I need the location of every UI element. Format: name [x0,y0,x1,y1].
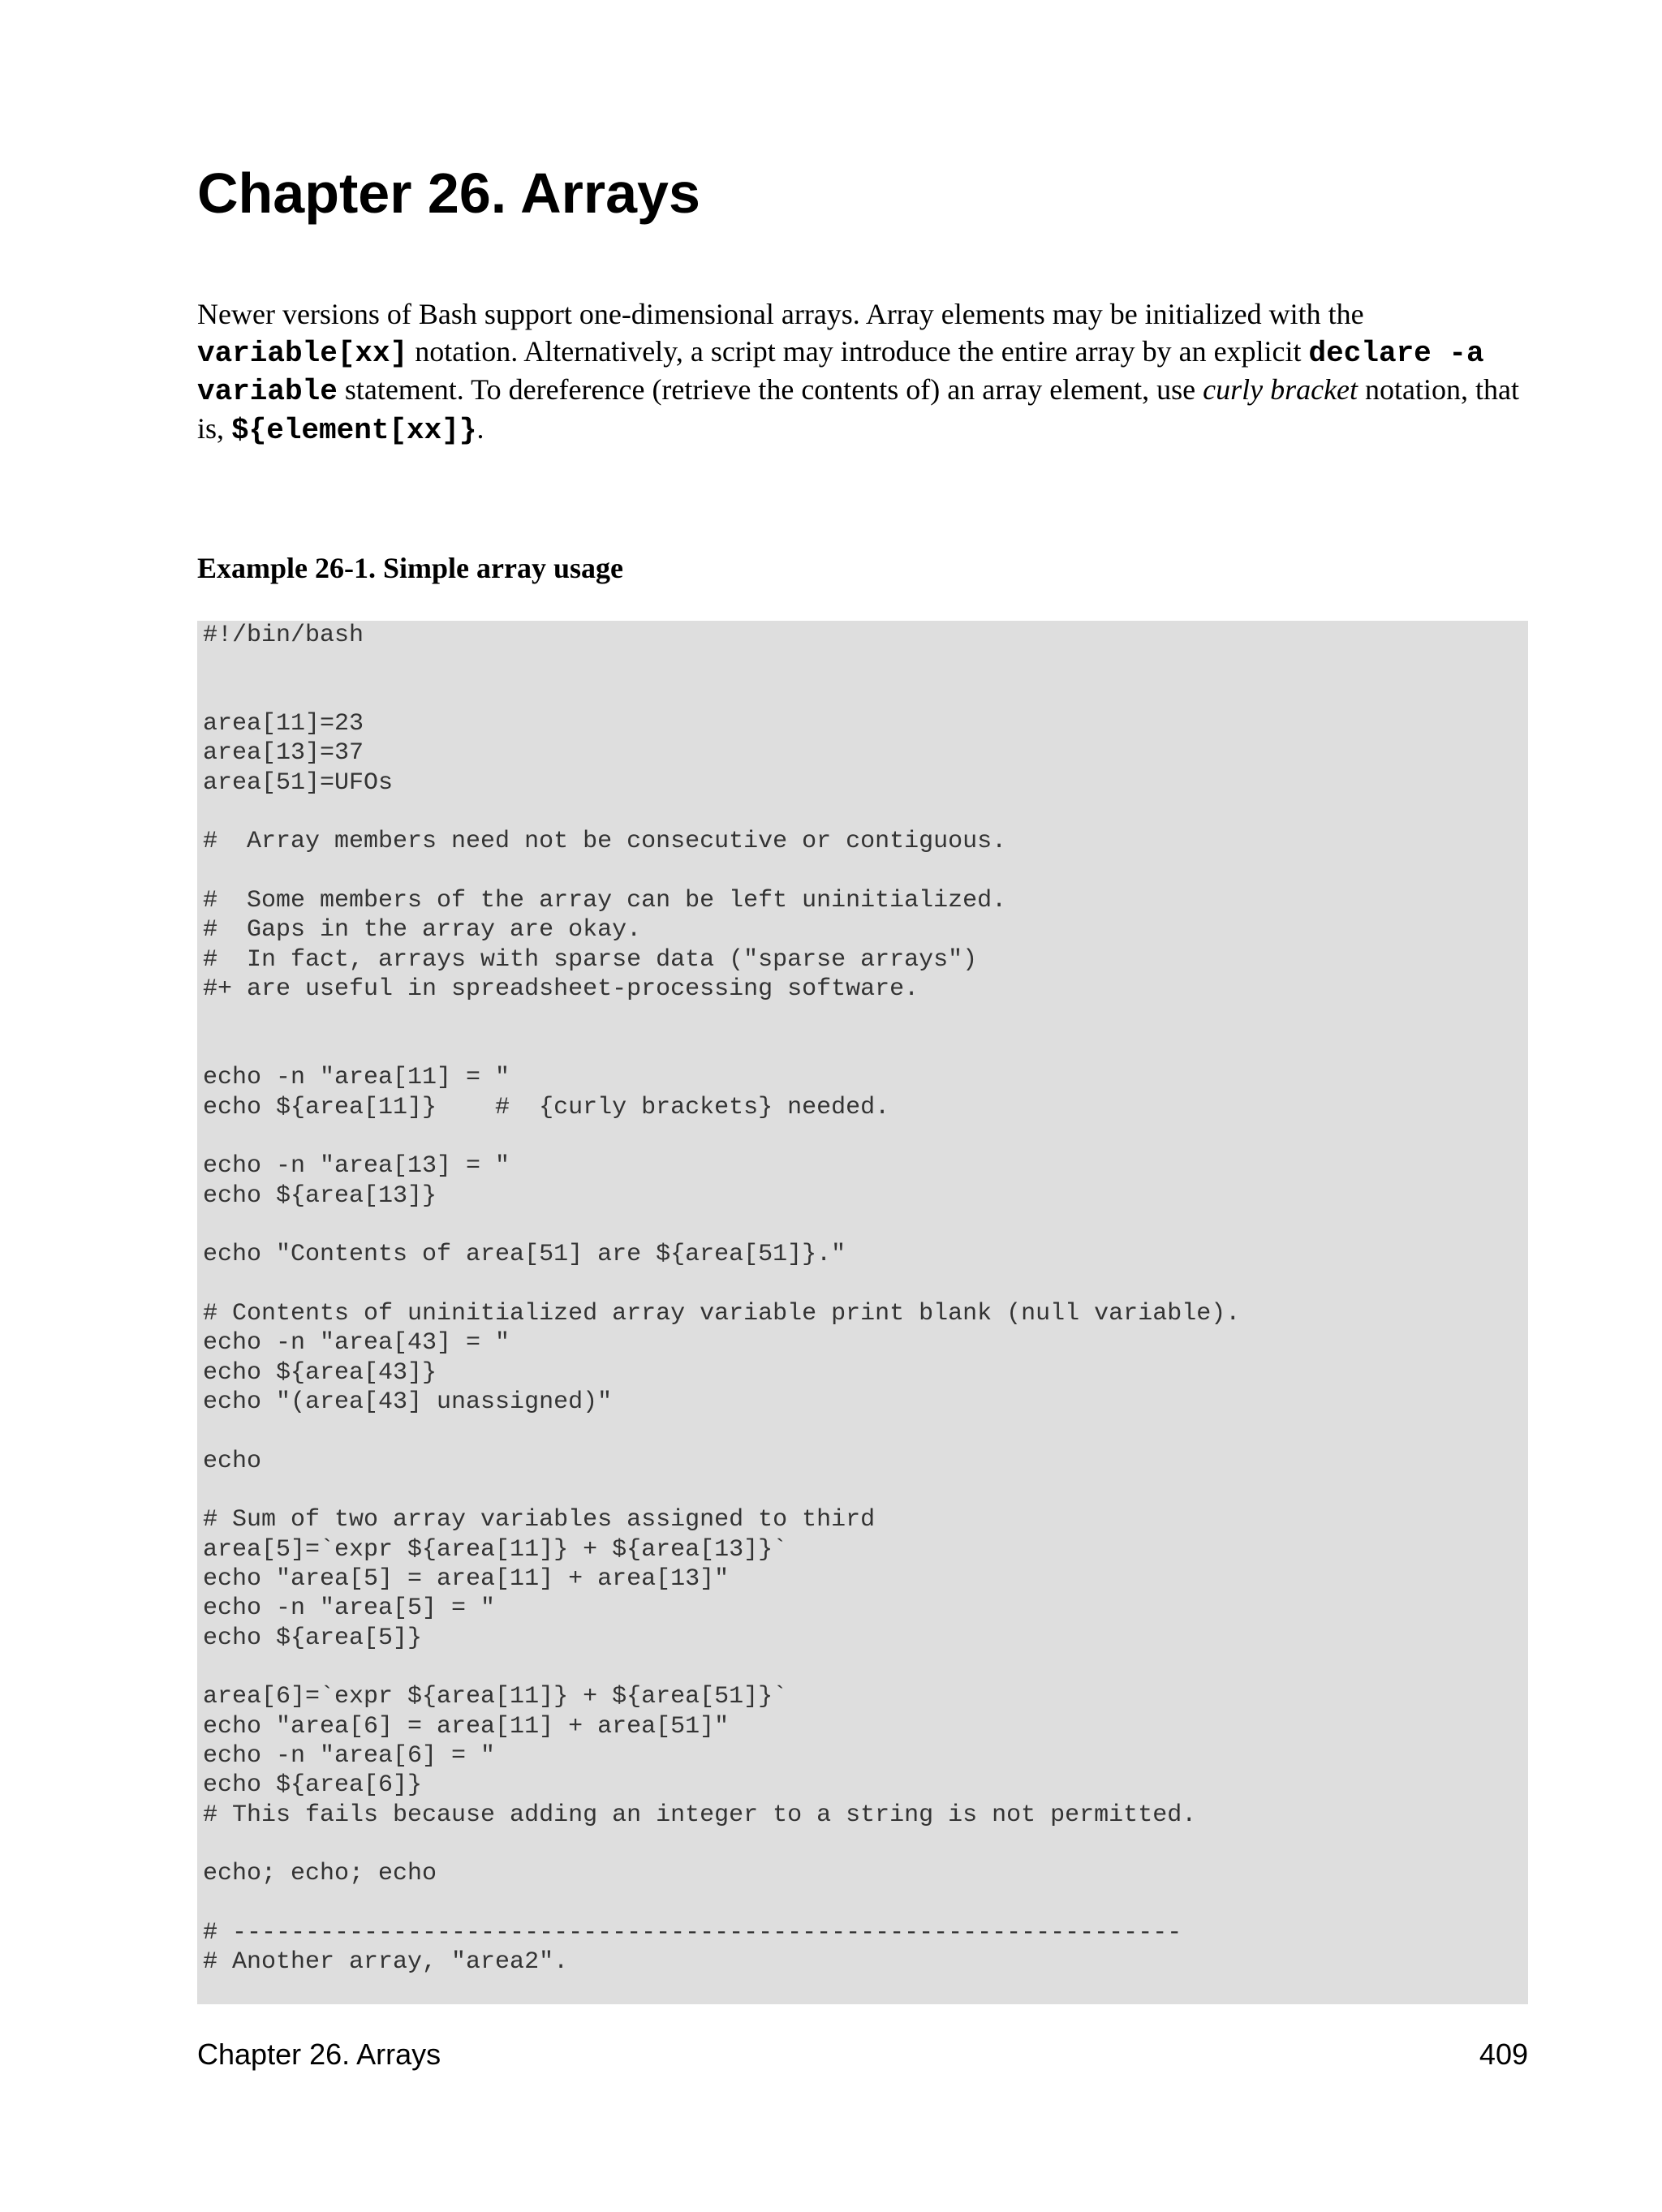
code-line: echo -n "area[13] = " [203,1152,510,1181]
code-line [203,1122,1240,1151]
code-line: # Another array, "area2". [203,1948,569,1977]
code-line [203,1653,1240,1682]
code-line [203,1889,1240,1918]
code-line: # Array members need not be consecutive or contiguous. [203,828,1007,856]
code-line: echo -n "area[43] = " [203,1329,510,1358]
code-line: area[13]=37 [203,739,364,768]
code-line [203,1004,1240,1033]
intro-emphasis: curly bracket [1203,373,1358,406]
code-line [203,1476,1240,1505]
code-line [203,1830,1240,1859]
code-lines [203,621,1240,1977]
code-line: #!/bin/bash [203,622,364,649]
code-line: echo "area[6] = area[11] + area[51]" [203,1712,730,1741]
intro-text-1: Newer versions of Bash support one-dimensional arrays. Array elements may be initialized with the [197,298,1364,330]
intro-text-2: notation. Alternatively, a script may introduce the entire array by an explicit [407,334,1309,368]
code-line: # ----------------------------------------------------------------- [203,1919,1182,1947]
code-listing [197,621,1528,2004]
code-line: # Some members of the array can be left uninitialized. [203,887,1007,915]
code-line: area[5]=`expr ${area[11]} + ${area[13]}` [203,1535,788,1564]
code-line: echo; echo; echo [203,1860,437,1888]
code-line: area[51]=UFOs [203,768,394,797]
intro-paragraph [197,296,1528,449]
code-line: # In fact, arrays with sparse data ("sparse arrays") [203,945,978,974]
code-line: # Sum of two array variables assigned to third [203,1506,876,1534]
code-line: echo -n "area[5] = " [203,1594,496,1623]
intro-text-4: notation, that is, [197,373,1520,445]
footer-page-number: 409 [1479,2038,1528,2071]
code-line [203,857,1240,886]
code-line: area[11]=23 [203,710,364,738]
code-line: # Gaps in the array are okay. [203,916,642,945]
code-line: area[6]=`expr ${area[11]} + ${area[51]}` [203,1683,788,1711]
code-line: echo [203,1447,262,1475]
code-line [203,1270,1240,1299]
intro-code-element: ${element[xx]} [231,413,477,447]
code-line: echo ${area[13]} [203,1181,437,1210]
code-line [203,1417,1240,1446]
intro-code-declare: declare -a variable [197,336,1484,408]
code-line: # This fails because adding an integer to a string is not permitted. [203,1801,1197,1829]
code-line: echo -n "area[6] = " [203,1742,496,1771]
chapter-title: Chapter 26. Arrays [197,161,700,225]
code-line: echo ${area[11]} # {curly brackets} needed. [203,1093,890,1121]
intro-text-3: statement. To dereference (retrieve the contents of) an array element, use [337,373,1203,406]
code-line: echo ${area[6]} [203,1771,423,1800]
code-line: echo -n "area[11] = " [203,1064,510,1092]
code-line: echo "Contents of area[51] are ${area[51]}." [203,1241,846,1269]
intro-code-variable: variable[xx] [197,336,408,370]
code-line [203,798,1240,827]
code-line: #+ are useful in spreadsheet-processing software. [203,975,919,1004]
code-line [203,650,1240,679]
code-line [203,1211,1240,1240]
example-title: Example 26-1. Simple array usage [197,552,623,584]
code-line: # Contents of uninitialized array variable print blank (null variable). [203,1299,1241,1328]
code-line: echo "(area[43] unassigned)" [203,1388,613,1416]
footer-chapter-title: Chapter 26. Arrays [197,2038,441,2071]
code-line: echo ${area[5]} [203,1624,423,1652]
code-line [203,1034,1240,1063]
code-line: echo ${area[43]} [203,1358,437,1387]
intro-text-5: . [476,411,484,445]
code-line: echo "area[5] = area[11] + area[13]" [203,1565,730,1593]
code-line [203,680,1240,709]
